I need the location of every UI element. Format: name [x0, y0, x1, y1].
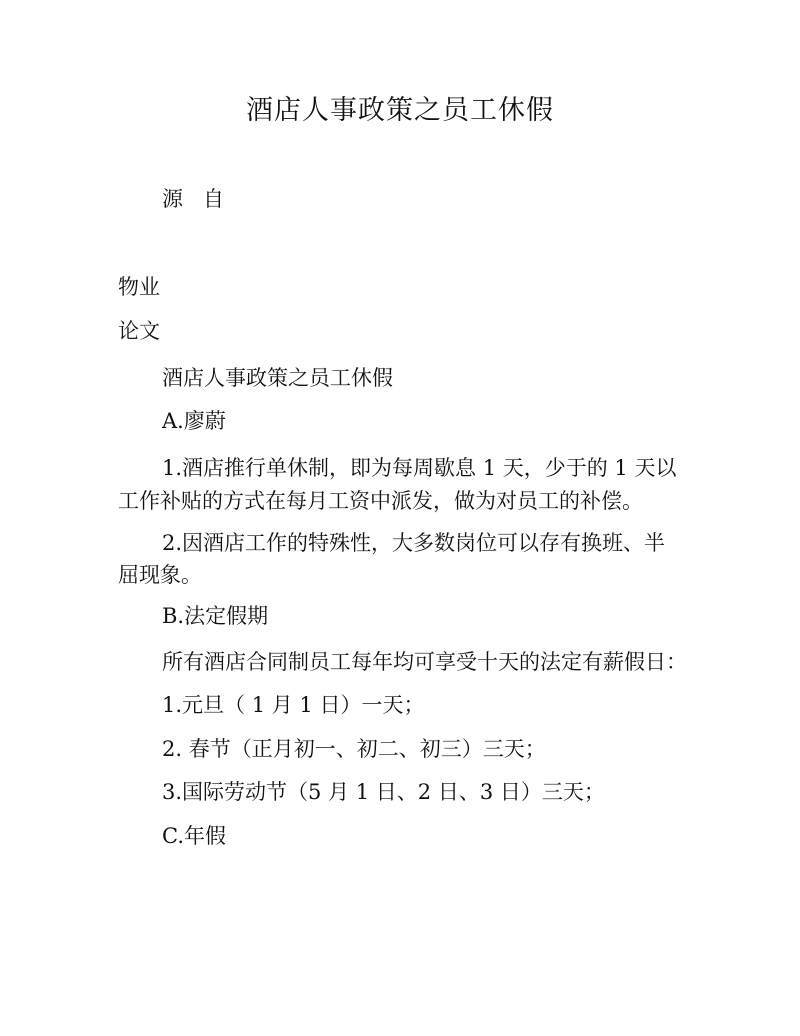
list-item-b2: 2. 春节（正月初一、初二、初三）三天；: [162, 737, 546, 761]
source-label: 源: [162, 187, 183, 211]
list-item-b1: 1.元旦（ 1 月 1 日）一天；: [162, 693, 425, 717]
source-line: [162, 184, 224, 214]
document-title: 酒店人事政策之员工休假: [246, 95, 554, 126]
section-heading-a: A.廖蔚: [162, 409, 226, 433]
paragraph-category: 物业: [118, 275, 160, 299]
paragraph-a1-line1: 1.酒店推行单休制，即为每周歇息 1 天，少于的 1 天以: [162, 456, 677, 480]
paragraph-b-intro: 所有酒店合同制员工每年均可享受十天的法定有薪假日：: [162, 650, 687, 674]
paragraph-a1-line2: 工作补贴的方式在每月工资中派发，做为对员工的补偿。: [118, 489, 643, 513]
list-item-b3: 3.国际劳动节（5 月 1 日、2 日、3 日）三天；: [162, 780, 605, 804]
paragraph-type: 论文: [118, 319, 160, 343]
section-heading-b: B.法定假期: [162, 604, 269, 628]
source-from: 自: [203, 187, 224, 211]
paragraph-subtitle: 酒店人事政策之员工休假: [162, 366, 393, 390]
section-heading-c: C.年假: [162, 824, 226, 848]
paragraph-a2-line2: 屈现象。: [118, 563, 202, 587]
paragraph-a2-line1: 2.因酒店工作的特殊性，大多数岗位可以存有换班、半: [162, 531, 666, 555]
